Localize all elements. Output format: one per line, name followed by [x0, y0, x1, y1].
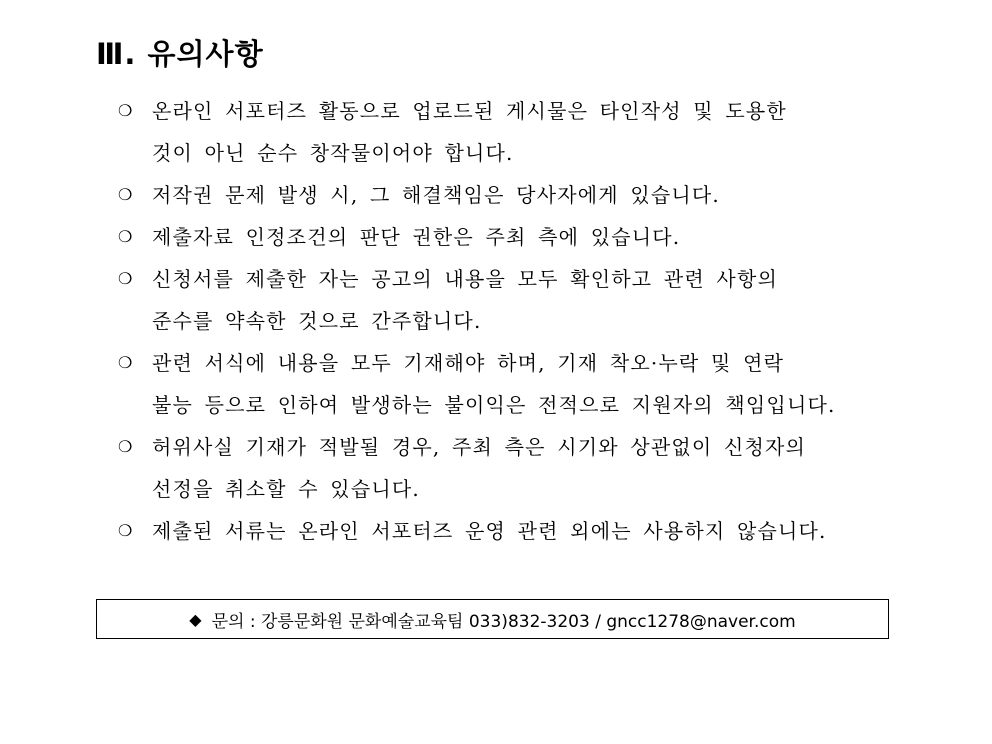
note-line: 제출된 서류는 온라인 서포터즈 운영 관련 외에는 사용하지 않습니다. — [152, 519, 827, 543]
note-text — [152, 90, 787, 174]
note-text — [152, 342, 836, 426]
note-item — [118, 258, 918, 342]
circle-bullet-icon: ❍ — [118, 269, 133, 288]
note-line: 저작권 문제 발생 시, 그 해결책임은 당사자에게 있습니다. — [152, 183, 720, 207]
note-line: 선정을 취소할 수 있습니다. — [152, 477, 420, 501]
note-line: 허위사실 기재가 적발될 경우, 주최 측은 시기와 상관없이 신청자의 — [152, 435, 807, 459]
note-text — [152, 216, 680, 258]
note-line: 관련 서식에 내용을 모두 기재해야 하며, 기재 착오·누락 및 연락 — [152, 351, 785, 375]
diamond-icon: ◆ — [189, 609, 202, 629]
circle-bullet-icon: ❍ — [118, 185, 133, 204]
note-item — [118, 510, 918, 552]
circle-bullet-icon: ❍ — [118, 437, 133, 456]
note-line: 것이 아닌 순수 창작물이어야 합니다. — [152, 141, 514, 165]
circle-bullet-icon: ❍ — [118, 227, 133, 246]
note-item — [118, 342, 918, 426]
note-text — [152, 426, 806, 510]
note-line: 제출자료 인정조건의 판단 권한은 주최 측에 있습니다. — [152, 225, 681, 249]
notes-list — [118, 90, 918, 552]
note-item — [118, 174, 918, 216]
note-line: 온라인 서포터즈 활동으로 업로드된 게시물은 타인작성 및 도용한 — [152, 99, 787, 123]
circle-bullet-icon: ❍ — [118, 521, 133, 540]
note-item — [118, 426, 918, 510]
note-text — [152, 510, 827, 552]
note-line: 준수를 약속한 것으로 간주합니다. — [152, 309, 482, 333]
circle-bullet-icon: ❍ — [118, 353, 133, 372]
section-title: Ⅲ. 유의사항 — [96, 37, 264, 71]
note-item — [118, 90, 918, 174]
circle-bullet-icon: ❍ — [118, 101, 133, 120]
note-item — [118, 216, 918, 258]
note-text — [152, 258, 778, 342]
note-line: 불능 등으로 인하여 발생하는 불이익은 전적으로 지원자의 책임입니다. — [152, 393, 836, 417]
note-text — [152, 174, 720, 216]
note-line: 신청서를 제출한 자는 공고의 내용을 모두 확인하고 관련 사항의 — [152, 267, 778, 291]
contact-box — [96, 599, 889, 639]
contact-text: 문의 : 강릉문화원 문화예술교육팀 033)832-3203 / gncc1278@naver.com — [211, 611, 796, 632]
